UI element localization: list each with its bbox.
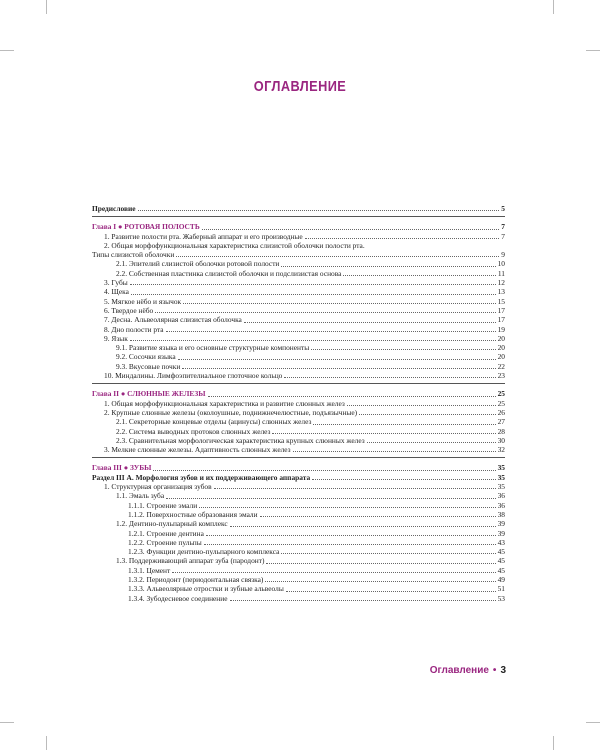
dot-leader [313,424,495,425]
toc-entry-title: 2.2. Собственная пластинка слизистой оболочки и подслизистая основа [116,268,342,278]
toc-entry-title [92,389,206,398]
toc-entry-title: 1.3. Поддерживающий аппарат зуба (пародонт) [116,556,265,566]
toc-page-number: 49 [497,574,505,584]
toc-entry-title: 1.1.2. Поверхностные образования эмали [128,509,258,519]
crop-mark [586,722,600,723]
toc-entry-title: 9. Язык [104,333,128,343]
toc-entry[interactable] [92,501,505,510]
toc-entry-title: 1.1.1. Строение эмали [128,500,198,510]
dot-leader [305,238,500,239]
toc-entry-title: Предисловие [92,204,136,213]
toc-entry-title: 1. Развитие полости рта. Жаберный аппарат и его производные [104,231,303,241]
toc-entry[interactable] [92,269,505,278]
toc-entry-title: 1.1. Эмаль зуба [116,491,165,501]
toc-page-number: 39 [497,528,505,538]
toc-page-number: 27 [497,417,505,427]
dot-leader [343,275,495,276]
toc-entry-title: 2.1. Эпителий слизистой оболочки ротовой полости [116,259,280,269]
toc-entry[interactable] [92,297,505,306]
chapter-name: ЗУБЫ [130,463,152,473]
toc-page-number: 35 [497,472,505,482]
toc-page-number: 19 [497,324,505,334]
toc-page-number: 36 [497,491,505,501]
toc-entry-title: 1.3.4. Зубодесневое соединение [128,593,228,603]
dot-leader [166,498,496,499]
toc-entry[interactable] [92,491,505,500]
dot-leader [284,377,495,378]
toc-entry[interactable] [92,352,505,361]
crop-mark [553,0,554,14]
dot-leader [347,405,496,406]
toc-page-number: 36 [497,500,505,510]
crop-mark [0,722,14,723]
dot-leader [272,433,495,434]
toc-page-number: 53 [497,593,505,603]
toc-entry-title: 1. Структурная организация зубов [104,482,212,492]
toc-entry-title: 1.2. Дентино-пульпарный комплекс [116,519,228,529]
toc-page-number: 11 [497,268,505,278]
toc-page-number: 15 [497,296,505,306]
toc-page-number: 35 [497,482,505,492]
page-footer [430,665,506,676]
toc-entry[interactable] [92,473,505,482]
table-of-contents [92,204,505,603]
toc-page-number: 28 [497,426,505,436]
toc-entry-title: 7. Десна. Альвеолярная слизистая оболочка [104,315,242,325]
dot-leader [183,303,495,304]
toc-entry-title: 9.2. Сосочки языка [116,352,176,362]
toc-entry[interactable] [92,287,505,296]
toc-entry[interactable] [92,278,505,287]
crop-mark [553,736,554,750]
toc-page-number: 7 [501,222,505,232]
toc-entry[interactable] [92,417,505,426]
toc-entry[interactable] [92,445,505,454]
toc-entry[interactable] [92,436,505,445]
toc-chapter-heading[interactable] [92,389,505,398]
chapter-number: Глава II [92,389,119,399]
toc-entry[interactable] [92,566,505,575]
toc-entry-title: 1. Общая морфофункциональная характеристика и развитие слюнных желез [104,398,345,408]
section-divider [92,383,505,384]
toc-page-number: 38 [497,509,505,519]
toc-entry-title [92,222,200,231]
toc-page-number: 39 [497,519,505,529]
toc-entry[interactable] [92,250,505,259]
chapter-name: РОТОВАЯ ПОЛОСТЬ [124,222,200,232]
dot-leader [138,210,500,211]
dot-leader [182,368,495,369]
toc-page-number: 45 [497,547,505,557]
toc-page-number: 45 [497,565,505,575]
dot-leader [176,256,499,257]
toc-page-number: 25 [497,389,505,399]
toc-page-number: 20 [497,352,505,362]
toc-entry[interactable] [92,241,505,250]
toc-page-number: 43 [497,537,505,547]
toc-entry-title: Типы слизистой оболочки [92,250,175,260]
toc-entry-title: 5. Мягкое нёбо и язычок [104,296,182,306]
dot-leader [260,516,496,517]
chapter-number: Глава I [92,222,117,232]
dot-leader [286,591,496,592]
toc-chapter-heading[interactable] [92,222,505,231]
toc-page-number: 9 [501,250,505,260]
chapter-bullet: ● [119,389,128,399]
dot-leader [155,312,495,313]
crop-mark [46,736,47,750]
toc-entry[interactable] [92,306,505,315]
dot-leader [206,535,496,536]
dot-leader [178,359,496,360]
dot-leader [214,488,496,489]
dot-leader [230,526,496,527]
section-divider [92,457,505,458]
toc-entry-title: 2.1. Секреторные концевые отделы (ацинусы) слюнных желез [116,417,312,427]
toc-entry-title: 1.2.3. Функции дентино-пульпарного комплекса [128,547,280,557]
dot-leader [312,479,495,480]
toc-entry[interactable] [92,575,505,584]
toc-entry[interactable] [92,408,505,417]
toc-entry-title: 2. Крупные слюнные железы (околоушные, поднижнечелюстные, подъязычные) [104,407,358,417]
dot-leader [359,414,496,415]
toc-entry-title: 3. Губы [104,278,128,288]
toc-entry[interactable] [92,482,505,491]
toc-entry-title: 2. Общая морфофункциональная характеристика слизистой оболочки полости рта. [104,240,365,250]
toc-entry[interactable] [92,556,505,565]
toc-page-number: 17 [497,305,505,315]
dot-leader [293,451,496,452]
dot-leader [367,442,496,443]
dot-leader [281,553,495,554]
dot-leader [199,507,495,508]
toc-entry-title: 6. Твердое нёбо [104,305,154,315]
dot-leader [130,284,496,285]
toc-entry[interactable] [92,538,505,547]
toc-entry-title: 8. Дно полости рта [104,324,164,334]
toc-entry[interactable] [92,259,505,268]
toc-page-number: 10 [497,259,505,269]
toc-entry-title: 9.3. Вкусовые почки [116,361,181,371]
toc-page-number: 32 [497,445,505,455]
chapter-number: Глава III [92,463,122,473]
toc-entry-title: 2.3. Сравнительная морфологическая характеристика крупных слюнных желез [116,435,365,445]
dot-leader [204,544,496,545]
toc-page-number: 20 [497,343,505,353]
toc-page-number: 45 [497,556,505,566]
page-title: ОГЛАВЛЕНИЕ [253,78,347,95]
toc-entry-title [92,463,151,472]
crop-mark [46,0,47,14]
toc-entry-title: Раздел III А. Морфология зубов и их поддерживающего аппарата [92,472,311,482]
toc-entry[interactable] [92,371,505,380]
toc-entry-title: 1.2.2. Строение пульпы [128,537,202,547]
dot-leader [244,322,496,323]
toc-page-number: 25 [497,398,505,408]
toc-page-number: 22 [497,361,505,371]
toc-entry[interactable] [92,343,505,352]
toc-page-number: 23 [497,371,505,381]
toc-entry[interactable] [92,315,505,324]
crop-mark [0,50,14,51]
chapter-name: СЛЮННЫЕ ЖЕЛЕЗЫ [127,389,206,399]
toc-entry[interactable] [92,519,505,528]
dot-leader [265,581,495,582]
dot-leader [153,470,495,471]
chapter-bullet: ● [116,222,125,232]
toc-page-number: 12 [497,278,505,288]
toc-entry[interactable] [92,334,505,343]
dot-leader [208,396,496,397]
toc-page-number: 17 [497,315,505,325]
toc-entry[interactable] [92,325,505,334]
dot-leader [202,229,500,230]
toc-entry[interactable] [92,427,505,436]
toc-entry[interactable] [92,362,505,371]
toc-page-number: 7 [501,231,505,241]
toc-page-number: 13 [497,287,505,297]
dot-leader [311,349,495,350]
footer-dot: • [492,665,497,676]
toc-entry-title: 2.2. Система выводных протоков слюнных желез [116,426,271,436]
footer-label: Оглавление [429,665,489,676]
toc-entry[interactable] [92,399,505,408]
toc-page-number: 51 [497,584,505,594]
toc-chapter-heading[interactable] [92,463,505,472]
toc-entry[interactable] [92,584,505,593]
dot-leader [166,331,496,332]
toc-page-number: 5 [501,204,505,213]
crop-mark [586,50,600,51]
dot-leader [266,563,495,564]
dot-leader [172,572,495,573]
toc-entry-title: 1.3.3. Альвеолярные отростки и зубные альвеолы [128,584,284,594]
toc-entry[interactable] [92,529,505,538]
toc-entry[interactable] [92,594,505,603]
toc-page-number: 30 [497,435,505,445]
dot-leader [130,340,496,341]
toc-entry-title: 3. Мелкие слюнные железы. Адаптивность слюнных желез [104,445,291,455]
toc-page-number: 26 [497,407,505,417]
toc-page-number: 35 [497,463,505,473]
toc-entry[interactable] [92,547,505,556]
page-number: 3 [500,665,506,676]
toc-entry[interactable] [92,510,505,519]
toc-entry-title: 1.3.1. Цемент [128,565,171,575]
toc-entry[interactable] [92,204,505,213]
chapter-bullet: ● [121,463,131,473]
toc-entry-title: 1.2.1. Строение дентина [128,528,204,538]
section-divider [92,216,505,217]
toc-entry-title: 9.1. Развитие языка и его основные структурные компоненты [116,343,310,353]
dot-leader [281,266,495,267]
toc-page-number: 20 [497,333,505,343]
dot-leader [230,600,496,601]
toc-entry-title: 10. Миндалины. Лимфоэпителиальное глоточное кольцо [104,371,283,381]
toc-entry-title: 1.3.2. Периодонт (периодонтальная связка) [128,574,264,584]
toc-entry[interactable] [92,232,505,241]
toc-entry-title: 4. Щека [104,287,129,297]
dot-leader [131,294,496,295]
